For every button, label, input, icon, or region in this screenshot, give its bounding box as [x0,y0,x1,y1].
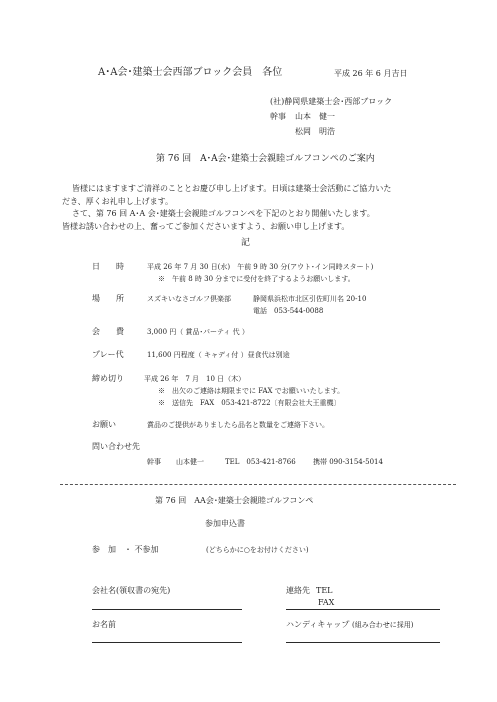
cut-line [60,484,456,485]
contact-label: 問い合わせ先 [92,442,140,451]
form-subtitle: 参加申込書 [205,519,245,528]
intro-line-4: 皆様お誘い合わせの上、奮ってご参加くださいますよう、お願い申し上げます。 [62,222,350,231]
deadline-value: 平成 26 年 7 月 10 日（木） [144,375,246,383]
datetime-value: 平成 26 年 7 月 30 日(水) 午前 9 時 30 分(アウト･イン同時スタート) [147,263,374,271]
deadline-note-1: ※ 出欠のご連絡は期限までに FAX でお願いいたします。 [158,387,345,395]
play-fee-value: 11,600 円程度（ キャディ付 ）昼食代は別途 [147,351,290,359]
issue-date: 平成 26 年 6 月吉日 [334,69,408,78]
name-field[interactable] [92,642,242,643]
manager-name-2: 松岡 明浩 [295,127,335,136]
handicap-note: (組み合わせに採用) [352,621,414,629]
contact-tel: TEL 053-421-8766 [225,458,296,466]
page-title: 第 76 回 A･A会･建築士会親睦ゴルフコンペのご案内 [156,154,375,164]
request-value: 賞品のご提供がありましたら品名と数量をご連絡下さい。 [147,421,329,429]
handicap-label: ハンディキャップ [286,620,350,629]
attend-choice[interactable]: 参 加 ・ 不参加 [92,545,159,554]
organization: (社)静岡県建築士会･西部ブロック [270,97,393,106]
ki-marker: 記 [241,238,251,248]
play-fee-label: プレー代 [92,350,124,359]
place-name: スズキいなさゴルフ倶楽部 [147,295,231,303]
contact-mobile: 携帯 090-3154-5014 [313,458,383,466]
request-label: お願い [92,420,116,429]
contact-role: 幹事 [147,458,161,466]
handicap-field[interactable] [286,642,440,643]
recipient-line: A･A会･建築士会西部ブロック会員 各位 [98,67,283,78]
place-label: 場 所 [92,294,124,303]
company-label: 会社名(領収書の宛先) [92,586,171,595]
company-field[interactable] [92,609,242,610]
intro-line-2: だき、厚くお礼申し上げます。 [62,197,174,206]
fee-label: 会 費 [92,327,124,336]
attend-note: (どちらかに○をお付けください) [206,546,309,554]
manager-name-1: 山本 健一 [295,112,335,121]
contact-name: 山本健一 [176,458,204,466]
fax-label: FAX [318,598,335,607]
intro-line-3: さて、第 76 回 A･A 会･建築士会親睦ゴルフコンペを下記のとおり開催いたします。 [72,209,375,218]
fee-value: 3,000 円（ 賞品･パーティ 代 ） [147,328,249,336]
datetime-label: 日 時 [92,262,124,271]
place-phone: 電話 053-544-0088 [253,307,324,315]
form-title: 第 76 回 AA会･建築士会親睦ゴルフコンペ [155,496,314,505]
tel-label: TEL [316,586,333,595]
deadline-note-2: ※ 送信先 FAX 053-421-8722〔有限会社大王重機〕 [158,399,341,407]
place-address: 静岡県浜松市北区引佐町川名 20-10 [253,295,367,303]
intro-line-1: 皆様にはますますご清祥のこととお慶び申し上げます。日頃は建築士会活動にご協力いた [72,184,392,193]
manager-role: 幹事 [270,112,286,121]
contact-field-label: 連絡先 [286,586,310,595]
datetime-note: ※ 午前 8 時 30 分までに受付を終了するようお願いします。 [158,275,355,283]
name-label: お名前 [92,620,116,629]
deadline-label: 締め切り [92,374,124,383]
contact-field[interactable] [286,609,440,610]
